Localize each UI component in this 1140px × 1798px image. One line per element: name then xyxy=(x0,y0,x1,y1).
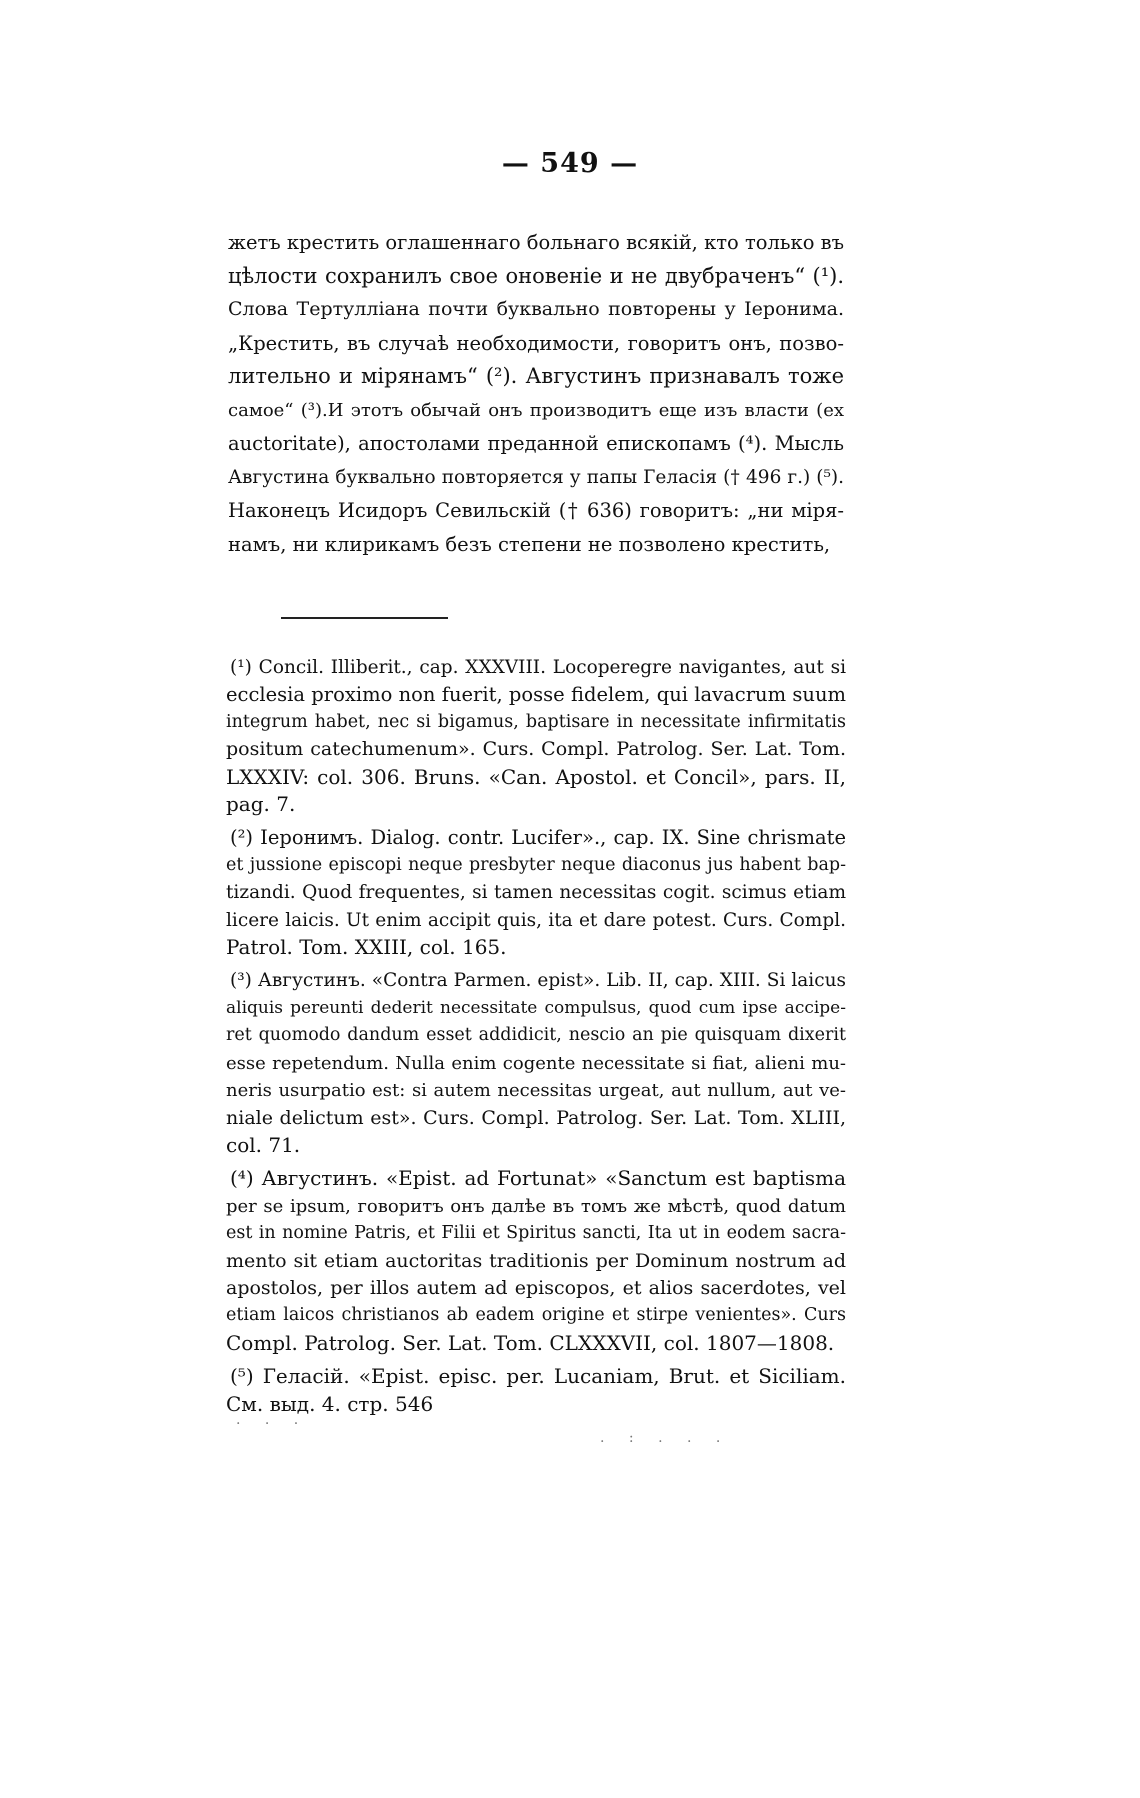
footnote-line: positum catechumenum». Curs. Compl. Patrolog. Ser. Lat. Tom. xyxy=(226,738,846,761)
footnote-line: (²) Іеронимъ. Dialog. contr. Lucifer»., cap. IX. Sine chrismate xyxy=(230,826,846,850)
footnote-5 xyxy=(226,1363,846,1418)
footnote-line: est in nomine Patris, et Filii et Spiritus sancti, Ita ut in eodem sacra- xyxy=(226,1223,846,1244)
main-text-line: жетъ крестить оглашеннаго больнаго всякій, кто только въ xyxy=(228,231,845,254)
footnote-line: Compl. Patrolog. Ser. Lat. Tom. CLXXXVII, col. 1807—1808. xyxy=(226,1330,835,1355)
footnote-line: tizandi. Quod frequentes, si tamen necessitas cogit. scimus etiam xyxy=(226,882,846,904)
footnote-line: et jussione episcopi neque presbyter neque diaconus jus habent bap- xyxy=(226,854,846,875)
footnotes xyxy=(226,654,846,1424)
main-text-line: намъ, ни клирикамъ безъ степени не позволено крестить, xyxy=(228,532,831,556)
scan-speckle: . : . . . xyxy=(600,1430,731,1446)
footnote-line: (¹) Concil. Illiberit., cap. XXXVIII. Locoperegre navigantes, aut si xyxy=(230,657,846,678)
main-text-line: „Крестить, въ случаѣ необходимости, говоритъ онъ, позво- xyxy=(228,331,844,355)
scan-speckle: . . . xyxy=(236,1412,309,1428)
footnote-3 xyxy=(226,967,846,1159)
main-text-line: Наконецъ Исидоръ Севильскій († 636) говоритъ: „ни міря- xyxy=(228,499,844,522)
footnote-line: mento sit etiam auctoritas traditionis per Dominum nostrum ad xyxy=(226,1249,846,1272)
main-text-line: цѣлости сохранилъ свое оновеніе и не двубраченъ“ (¹). xyxy=(228,263,844,288)
footnote-line: ret quomodo dandum esset addidicit, nescio an pie quisquam dixerit xyxy=(226,1025,846,1046)
main-text-line: самое“ (³).И этотъ обычай онъ производитъ еще изъ власти (ex xyxy=(228,399,844,421)
footnote-4 xyxy=(226,1165,846,1357)
footnote-line: LXXXIV: col. 306. Bruns. «Can. Apostol. et Concil», pars. II, xyxy=(226,764,846,789)
footnote-line: licere laicis. Ut enim accipit quis, ita et dare potest. Curs. Compl. xyxy=(226,909,846,931)
footnote-line: (⁵) Гелaсій. «Epist. episc. per. Lucaniam, Brut. et Siciliam. xyxy=(230,1364,846,1389)
footnote-line: apostolos, per illos autem ad episcopos, et alios sacerdotes, vel xyxy=(226,1276,846,1299)
main-text-line: Слова Тертулліана почти буквально повторены у Іеронима. xyxy=(228,298,844,320)
main-text-line: auctoritate), апостолами преданной епископамъ (⁴). Мысль xyxy=(228,432,844,455)
footnote-line: Patrol. Tom. XXIII, col. 165. xyxy=(226,935,507,960)
footnote-line: integrum habet, nec si bigamus, baptisare in necessitate infirmitatis xyxy=(226,711,846,732)
footnote-line: pag. 7. xyxy=(226,792,296,817)
main-text-line: лительно и мірянамъ“ (²). Августинъ признавалъ тоже xyxy=(228,364,844,388)
main-text xyxy=(228,226,844,561)
footnote-line: niale delictum est». Curs. Compl. Patrolog. Ser. Lat. Tom. XLIII, xyxy=(226,1106,846,1129)
main-text-line: Августина буквально повторяется у папы Гелaсія († 496 г.) (⁵). xyxy=(228,466,844,488)
footnote-line: neris usurpatio est: si autem necessitas urgeat, aut nullum, aut ve- xyxy=(226,1080,846,1102)
page-number: — 549 — xyxy=(501,148,639,179)
footnote-line: col. 71. xyxy=(226,1132,301,1157)
footnote-line: aliquis perеunti dederit necessitate compulsus, quod cum ipse accipe- xyxy=(226,997,846,1018)
footnote-line: etiam laicos christianos ab eadem origine et stirpe venientes». Curs xyxy=(226,1305,846,1326)
footnote-line: per se ipsum, говоритъ онъ далѣе въ томъ же мѣстѣ, quod datum xyxy=(226,1195,846,1217)
footnote-line: См. выд. 4. стр. 546 xyxy=(226,1391,434,1416)
footnote-line: (⁴) Августинъ. «Epist. ad Fortunat» «Sanctum est baptisma xyxy=(230,1166,846,1191)
footnote-2 xyxy=(226,824,846,961)
footnote-line: (³) Августинъ. «Contra Parmen. epist». Lib. II, cap. XIII. Si laicus xyxy=(230,970,846,992)
footnote-line: esse repetendum. Nulla enim cogente necessitate si fiat, alieni mu- xyxy=(226,1052,846,1074)
footnote-rule xyxy=(281,617,448,619)
footnote-1 xyxy=(226,654,846,818)
footnote-line: ecclesia proximo non fuerit, posse fidelem, qui lavacrum suum xyxy=(226,683,846,707)
